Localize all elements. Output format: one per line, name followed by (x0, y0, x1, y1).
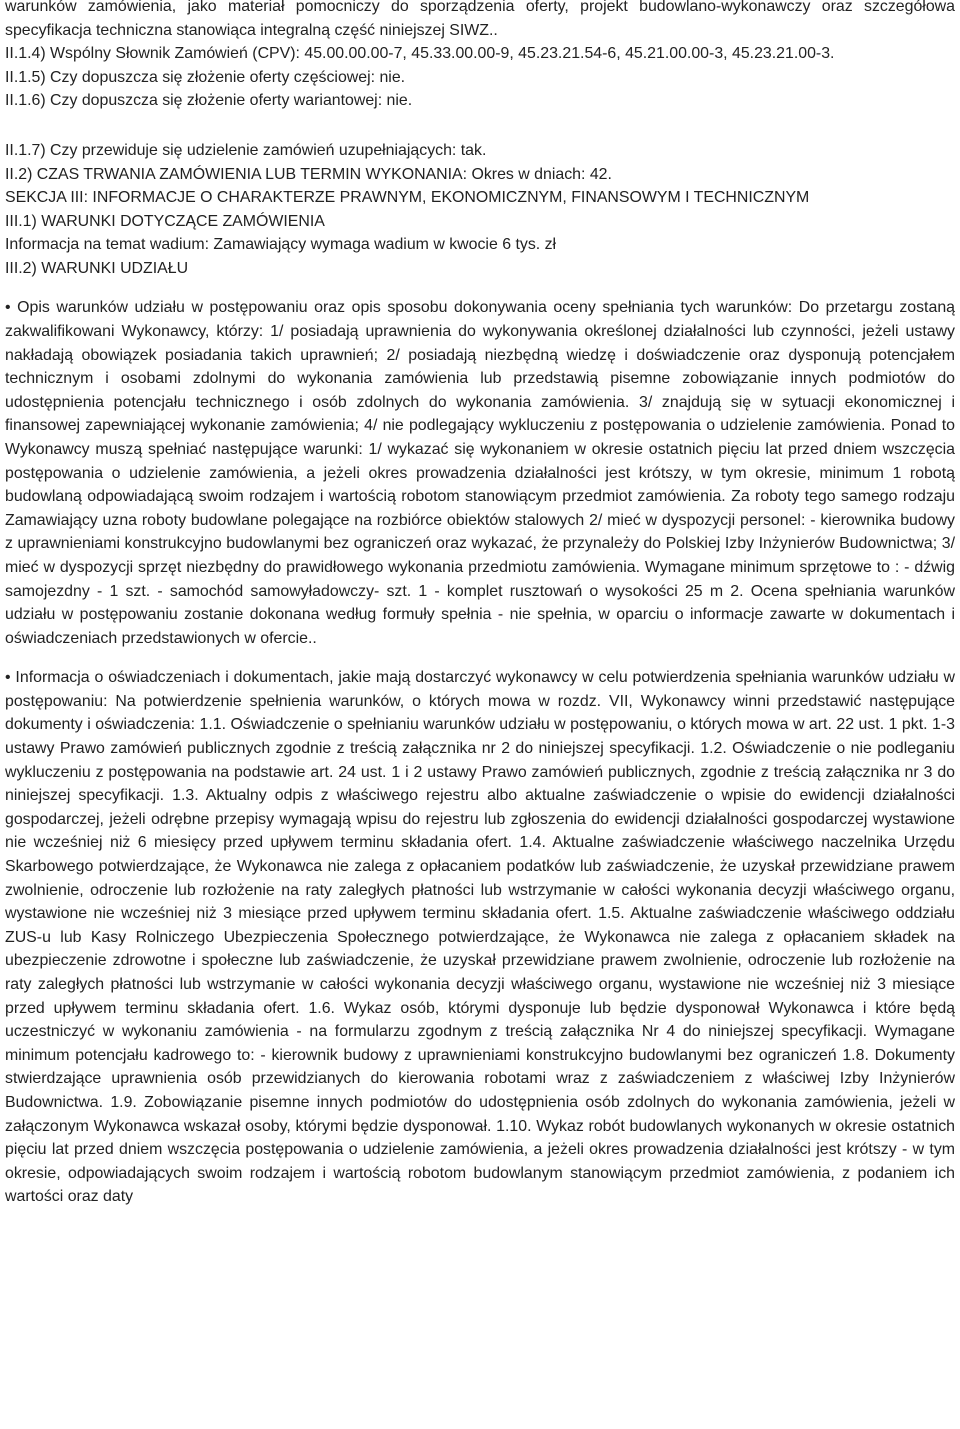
duration-line: II.2) CZAS TRWANIA ZAMÓWIENIA LUB TERMIN WYKONANIA: Okres w dniach: 42. (5, 165, 612, 183)
document-page (5, 0, 955, 1225)
variant-offer-line: II.1.6) Czy dopuszcza się złożenie oferty wariantowej: nie. (5, 92, 413, 110)
deposit-info: Informacja na temat wadium: Zamawiający wymaga wadium w kwocie 6 tys. zł (5, 236, 557, 254)
documents-statements-bullet: • Informacja o oświadczeniach i dokumentach, jakie mają dostarczyć wykonawcy w celu potwierdzenia spełniania warunków udziału w postępowaniu: Na potwierdzenie spełnienia warunków, o których mowa w rozdz. VII, Wykonawcy winni przedstawić następujące dokumenty i oświadczenia: 1.1. Oświadczenie o spełnianiu warunków udziału w postępowaniu, o których mowa w art. 22 ust. 1 pkt. 1-3 ustawy Prawo zamówień publicznych zgodnie z treścią załącznika nr 2 do niniejszej specyfikacji. 1.2. Oświadczenie o nie podleganiu wykluczeniu z postępowania na podstawie art. 24 ust. 1 i 2 ustawy Prawo zamówień publicznych, zgodnie z treścią załącznika nr 3 do niniejszej specyfikacji. 1.3. Aktualny odpis z właściwego rejestru albo aktualne zaświadczenie o wpisie do ewidencji działalności gospodarczej, jeżeli odrębne przepisy wymagają wpisu do rejestru lub zgłoszenia do ewidencji działalności gospodarczej wystawione nie wcześniej niż 6 miesięcy przed upływem terminu składania ofert. 1.4. Aktualne zaświadczenie właściwego naczelnika Urzędu Skarbowego potwierdzające, że Wykonawca nie zalega z opłacaniem podatków lub zaświadczenie, że uzyskał przewidziane prawem zwolnienie, odroczenie lub rozłożenie na raty zaległych płatności lub wstrzymanie w całości wykonania decyzji właściwego organu, wystawione nie wcześniej niż 3 miesiące przed upływem terminu składania ofert. 1.5. Aktualne zaświadczenie właściwego oddziału ZUS-u lub Kasy Rolniczego Ubezpieczenia Społecznego potwierdzające, że Wykonawca nie zalega z opłacaniem składek na ubezpieczenie zdrowotne i społeczne lub zaświadczenie, że uzyskał przewidziane prawem zwolnienie, odroczenie lub rozłożenie na raty zaległych płatności lub wstrzymanie w całości wykonania decyzji właściwego organu, wystawione nie wcześniej niż 3 miesiące przed upływem terminu składania ofert. 1.6. Wykaz osób, którymi dysponuje lub będzie dysponował Wykonawca i które będą uczestniczyć w wykonaniu zamówienia - na formularzu zgodnym z treścią załącznika Nr 4 do niniejszej specyfikacji. Wymagane minimum potencjału kadrowego to: - kierownik budowy z uprawnieniami konstrukcyjno budowlanymi bez ograniczeń 1.8. Dokumenty stwierdzające uprawnienia osób przewidzianych do kierowania robotami wraz z zaświadczeniem z właściwej Izby Inżynierów Budownictwa. 1.9. Zobowiązanie pisemne innych podmiotów do udostępnienia osób zdolnych do wykonania zamówienia, jeżeli w załączonym Wykonawca wskazał osoby, którymi będzie dysponował. 1.10. Wykaz robót budowlanych wykonanych w okresie ostatnich pięciu lat przed dniem wszczęcia postępowania o udzielenie zamówienia, a jeżeli okres prowadzenia działalności jest krótszy - w tym okresie, odpowiadających swoim rodzajem i wartością robotom budowlanym stanowiącym przedmiot zamówienia, z podaniem ich wartości oraz daty (5, 669, 955, 1206)
supplementary-orders-line: II.1.7) Czy przewiduje się udzielenie zamówień uzupełniających: tak. (5, 141, 487, 159)
section-3-title: SEKCJA III: INFORMACJE O CHARAKTERZE PRAWNYM, EKONOMICZNYM, FINANSOWYM I TECHNICZNYM (5, 189, 810, 207)
intro-paragraph: warunków zamówienia, jako materiał pomocniczy do sporządzenia oferty, projekt budowlano-wykonawczy oraz szczegółowa specyfikacja techniczna stanowiąca integralną część niniejszej SIWZ.. (5, 0, 955, 39)
cpv-codes: II.1.4) Wspólny Słownik Zamówień (CPV): 45.00.00.00-7, 45.33.00.00-9, 45.23.21.54-6, 45.21.00.00-3, 45.23.21.00-3. (5, 45, 835, 63)
partial-offer-line: II.1.5) Czy dopuszcza się złożenie oferty częściowej: nie. (5, 68, 406, 86)
spacer (5, 113, 955, 136)
participation-conditions-bullet: • Opis warunków udziału w postępowaniu oraz opis sposobu dokonywania oceny spełniania tych warunków: Do przetargu zostaną zakwalifikowani Wykonawcy, którzy: 1/ posiadają uprawnienia do wykonywania określonej działalności lub czynności, jeżeli ustawy nakładają obowiązek posiadania takich uprawnień; 2/ posiadają niezbędną wiedzę i doświadczenie oraz dysponują potencjałem technicznym i osobami zdolnymi do wykonania zamówienia lub przedstawią pisemne zobowiązanie innych podmiotów do udostępnienia potencjału technicznego i osób zdolnych do wykonania zamówienia. 3/ znajdują się w sytuacji ekonomicznej i finansowej zapewniającej wykonanie zamówienia; 4/ nie podlegający wykluczeniu z postępowania o udzielenie zamówienia. Ponad to Wykonawcy muszą spełniać następujące warunki: 1/ wykazać się wykonaniem w okresie ostatnich pięciu lat przed dniem wszczęcia postępowania o udzielenie zamówienia, a jeżeli okres prowadzenia działalności jest krótszy, w tym okresie, minimum 1 robotą budowlaną odpowiadającą swoim rodzajem i wartością robotom stanowiącym przedmiot zamówienia. Za roboty tego samego rodzaju Zamawiający uzna roboty budowlane polegające na rozbiórce obiektów stalowych 2/ mieć w dyspozycji personel: - kierownika budowy z uprawnieniami konstrukcyjno budowlanymi bez ograniczeń oraz wykazać, że przynależy do Polskiej Izby Inżynierów Budownictwa; 3/ mieć w dyspozycji sprzęt niezbędny do prawidłowego wykonania przedmiotu zamówienia. Wymagane minimum sprzętowe to : - dźwig samojezdny - 1 szt. - samochód samowyładowczy- szt. 1 - komplet rusztowań o wysokości 25 m 2. Ocena spełniania warunków udziału w postępowaniu zostanie dokonana według formuły spełnia - nie spełnia, w oparciu o informacje zawarte w dokumentach i oświadczeniach przedstawionych w ofercie.. (5, 299, 955, 647)
participation-conditions-title: III.2) WARUNKI UDZIAŁU (5, 259, 189, 277)
order-conditions-title: III.1) WARUNKI DOTYCZĄCE ZAMÓWIENIA (5, 212, 325, 230)
